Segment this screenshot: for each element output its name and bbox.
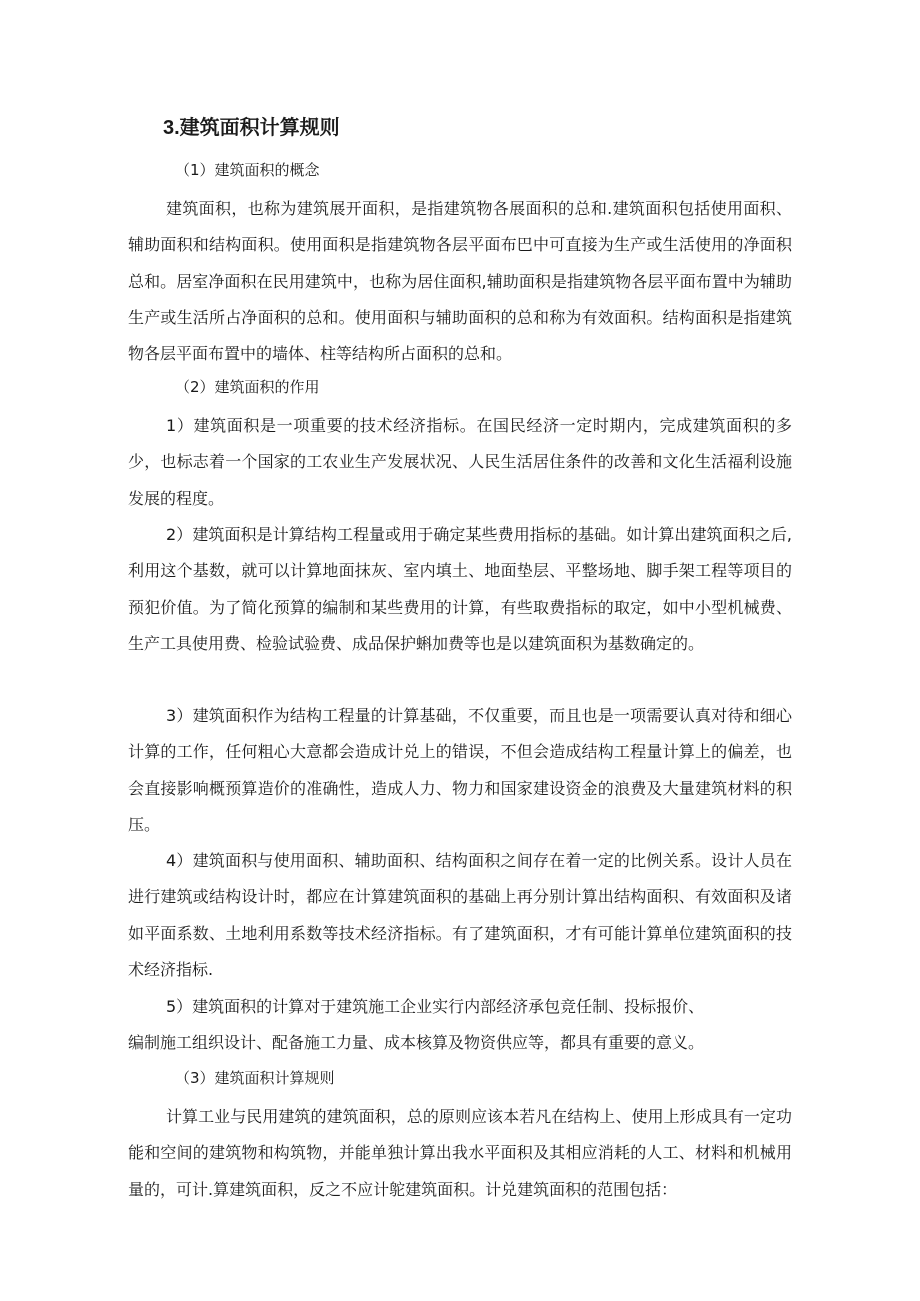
section-heading-function: （2）建筑面积的作用: [175, 378, 320, 396]
paragraph-function-5-line-2: 编制施工组织设计、配备施工力量、成本核算及物资供应等，都具有重要的意义。: [128, 1033, 705, 1052]
paragraph-function-5-line-1: 5）建筑面积的计算对于建筑施工企业实行内部经济承包竞任制、投标报价、: [166, 997, 705, 1016]
paragraph-function-2: 2）建筑面积是计算结构工程量或用于确定某些费用指标的基础。如计算出建筑面积之后,利用这个基数，就可以计算地面抹灰、室内填土、地面垫层、平整场地、脚手架工程等项目的预犯价值。为了简化预算的编制和某些费用的计算，有些取费指标的取定，如中小型机械费、生产工具使用费、检验试验费、成品保护蝌加费等也是以建筑面积为基数确定的。: [128, 525, 792, 653]
section-heading-rules: （3）建筑面积计算规则: [175, 1069, 335, 1087]
paragraph-concept: 建筑面积，也称为建筑展开面积，是指建筑物各展面积的总和.建筑面积包括使用面积、辅助面积和结构面积。使用面积是指建筑物各层平面布巴中可直接为生产或生活使用的净面积总和。居室净面积在民用建筑中，也称为居住面积,辅助面积是指建筑物各层平面布置中为辅助生产或生活所占净面积的总和。使用面积与辅助面积的总和称为有效面积。结构面积是指建筑物各层平面布置中的墙体、柱等结构所占面积的总和。: [128, 199, 792, 364]
paragraph-rules: 计算工业与民用建筑的建筑面积，总的原则应该本若凡在结构上、使用上形成具有一定功能和空间的建筑物和构筑物，并能单独计算出我水平面积及其相应消耗的人工、材料和机械用量的，可计.算建筑面积，反之不应计鸵建筑面积。计兑建筑面积的范围包括：: [128, 1107, 792, 1199]
section-heading-concept: （1）建筑面积的概念: [175, 161, 320, 179]
document-title: 3.建筑面积计算规则: [163, 117, 340, 139]
paragraph-function-3: 3）建筑面积作为结构工程量的计算基础，不仅重要，而且也是一项需要认真对待和细心计算的工作，任何粗心大意都会造成计兑上的错误，不但会造成结构工程量计算上的偏差，也会直接影响概预算造价的准确性，造成人力、物力和国家建设资金的浪费及大量建筑材料的积压。: [128, 706, 792, 834]
paragraph-function-1: 1）建筑面积是一项重要的技术经济指标。在国民经济一定时期内，完成建筑面积的多少，也标志着一个国家的工农业生产发展状况、人民生活居住条件的改善和文化生活福利设施发展的程度。: [128, 416, 792, 508]
paragraph-function-4: 4）建筑面积与使用面积、辅助面积、结构面积之间存在着一定的比例关系。设计人员在进行建筑或结构设计时，都应在计算建筑面积的基础上再分别计算出结构面积、有效面积及诸如平面系数、土地利用系数等技术经济指标。有了建筑面积，才有可能计算单位建筑面积的技术经济指标.: [128, 851, 792, 979]
